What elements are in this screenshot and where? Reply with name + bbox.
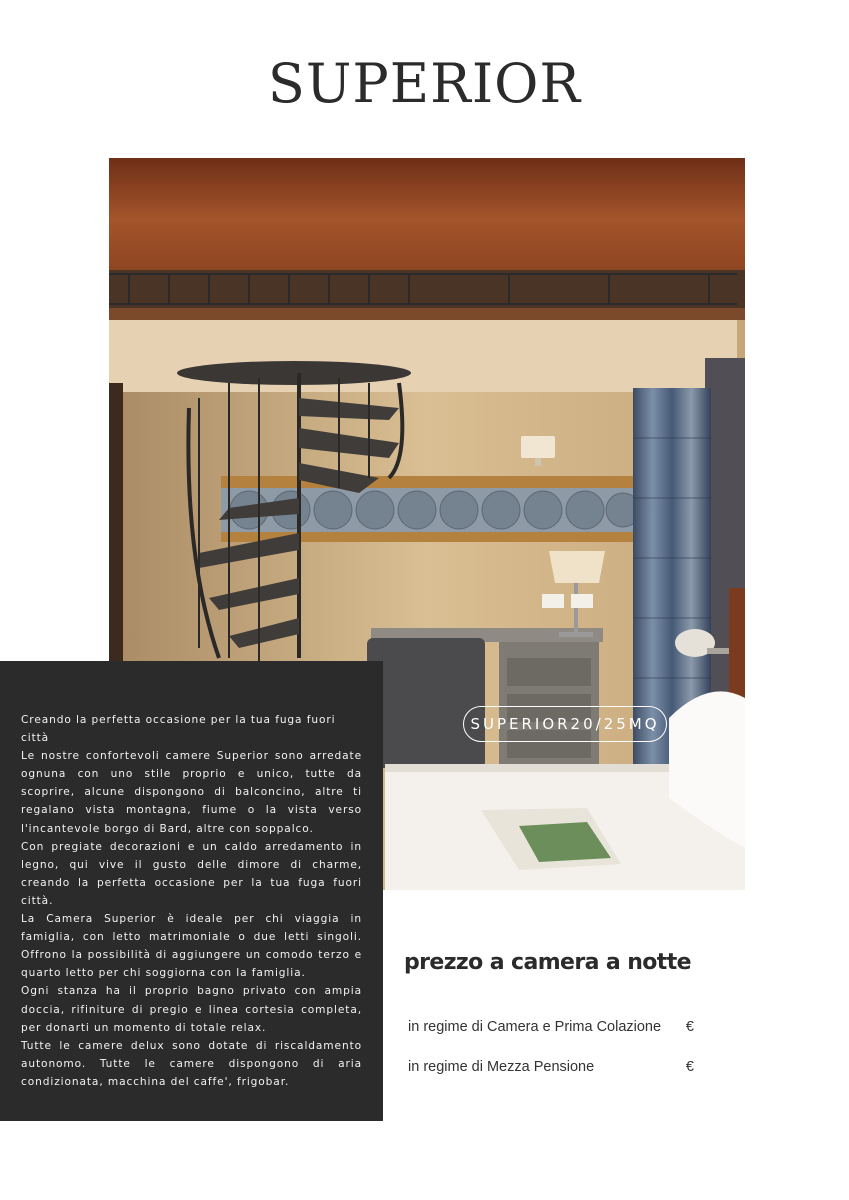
page-title: SUPERIOR: [267, 52, 582, 115]
description-paragraph: Con pregiate decorazioni e un caldo arredamento in legno, qui vive il gusto delle dimore di charme, creando la perfetta occasione per la tua fuga fuori città.: [21, 840, 362, 907]
price-row-currency: €: [685, 1059, 694, 1075]
description-paragraph: Creando la perfetta occasione per la tua fuga fuori città: [21, 714, 336, 745]
price-row-half-board: [408, 1059, 694, 1075]
room-size-badge: SUPERIOR20/25MQ: [463, 706, 667, 742]
price-row-currency: €: [685, 1019, 694, 1035]
price-row-breakfast: [408, 1019, 694, 1035]
price-row-label: in regime di Camera e Prima Colazione: [408, 1019, 662, 1035]
price-heading: prezzo a camera a notte: [404, 950, 691, 975]
description-paragraph: Le nostre confortevoli camere Superior sono arredate ognuna con uno stile proprio e unico, tutte da scoprire, alcune dispongono di balconcino, altre ti regalano vista montagna, fiume o la vista verso l'incantevole borgo di Bard, altre con soppalco.: [21, 750, 362, 835]
description-paragraph: La Camera Superior è ideale per chi viaggia in famiglia, con letto matrimoniale o due letti singoli. Offrono la possibilità di aggiungere un comodo terzo e quarto letto per chi soggiorna con la famiglia.: [21, 913, 362, 980]
description-panel: [0, 661, 383, 1121]
description-paragraph: Ogni stanza ha il proprio bagno privato con ampia doccia, rifiniture di pregio e linea cortesia completa, per donarti un momento di totale relax.: [21, 985, 362, 1034]
price-row-label: in regime di Mezza Pensione: [408, 1059, 595, 1075]
description-paragraph: Tutte le camere delux sono dotate di riscaldamento autonomo. Tutte le camere dispongono di aria condizionata, macchina del caffe', frigobar.: [21, 1039, 362, 1088]
